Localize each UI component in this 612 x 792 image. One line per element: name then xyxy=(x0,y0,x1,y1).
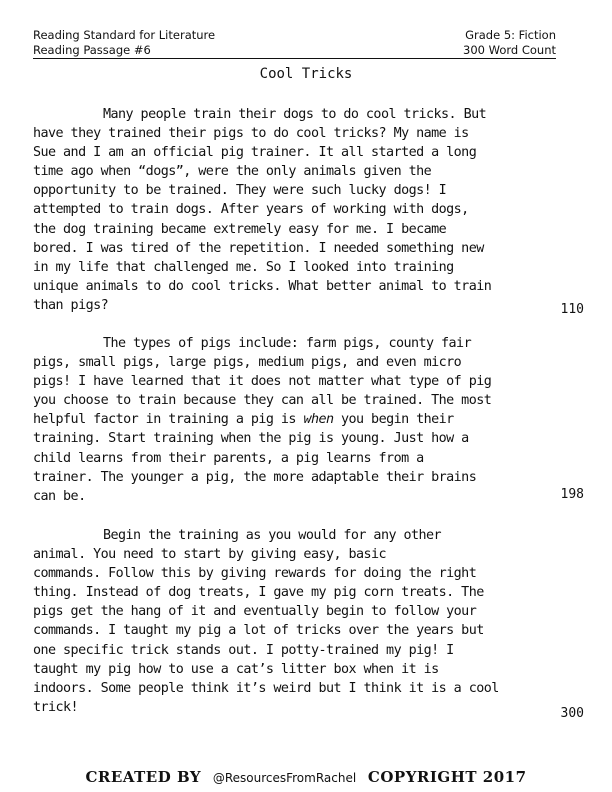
paragraph-line: training. Start training when the pig is young. Just how a xyxy=(33,431,469,447)
paragraph-line: animal. You need to start by giving easy, basic xyxy=(33,547,387,563)
word-count-marker-3: 300 xyxy=(560,706,584,721)
paragraph-line: you choose to train because they can all be trained. The most xyxy=(33,393,492,409)
word-count-marker-2: 198 xyxy=(560,487,584,502)
word-count-marker-1: 110 xyxy=(560,302,584,317)
paragraph-line: pigs get the hang of it and eventually begin to follow your xyxy=(33,604,477,620)
paragraph-line: indoors. Some people think it’s weird but I think it is a cool xyxy=(33,680,499,696)
passage-title: Cool Tricks xyxy=(259,66,353,82)
paragraph-line-emphasis: helpful factor in training a pig is when you begin their xyxy=(33,412,454,428)
paragraph-line: attempted to train dogs. After years of working with dogs, xyxy=(33,202,469,218)
paragraph-line: Sue and I am an official pig trainer. It all started a long xyxy=(33,145,477,161)
paragraph-line: have they trained their pigs to do cool tricks? My name is xyxy=(33,126,469,142)
header-row-bottom xyxy=(33,43,556,59)
paragraph-line: the dog training became extremely easy for me. I became xyxy=(33,221,447,237)
paragraph-line: in my life that challenged me. So I looked into training xyxy=(33,259,454,275)
paragraph-line: unique animals to do cool tricks. What better animal to train xyxy=(33,278,492,294)
paragraph-line: pigs, small pigs, large pigs, medium pigs, and even micro xyxy=(33,355,462,371)
paragraph-line: time ago when “dogs”, were the only animals given the xyxy=(33,164,432,180)
paragraph-line: one specific trick stands out. I potty-trained my pig! I xyxy=(33,642,454,658)
emphasis-when: when xyxy=(303,412,334,428)
author-handle: @ResourcesFromRachel xyxy=(212,771,357,785)
paragraph-line: can be. xyxy=(33,488,86,504)
passage-label: Reading Passage #6 xyxy=(33,43,151,57)
paragraph-line: trainer. The younger a pig, the more adaptable their brains xyxy=(33,469,477,485)
paragraph-line: commands. Follow this by giving rewards for doing the right xyxy=(33,566,477,582)
paragraph-line: than pigs? xyxy=(33,297,109,313)
paragraph-1 xyxy=(33,105,553,315)
paragraph-line: trick! xyxy=(33,699,79,715)
paragraph-line: Many people train their dogs to do cool tricks. But xyxy=(103,107,487,122)
grade-label: Grade 5: Fiction xyxy=(465,28,556,42)
paragraph-3 xyxy=(33,526,553,717)
paragraph-line: taught my pig how to use a cat’s litter box when it is xyxy=(33,661,439,677)
copyright-label: COPYRIGHT 2017 xyxy=(367,768,527,786)
paragraph-line: commands. I taught my pig a lot of tricks over the years but xyxy=(33,623,484,639)
paragraph-line: The types of pigs include: farm pigs, county fair xyxy=(103,336,472,351)
standard-label: Reading Standard for Literature xyxy=(33,28,216,42)
paragraph-line: child learns from their parents, a pig learns from a xyxy=(33,450,424,466)
paragraph-line: opportunity to be trained. They were such lucky dogs! I xyxy=(33,183,447,199)
paragraph-line: bored. I was tired of the repetition. I needed something new xyxy=(33,240,484,256)
paragraph-2 xyxy=(33,334,553,506)
paragraph-line: pigs! I have learned that it does not matter what type of pig xyxy=(33,374,492,390)
paragraph-line: Begin the training as you would for any other xyxy=(103,528,442,543)
page-footer xyxy=(0,768,612,786)
paragraph-line: thing. Instead of dog treats, I gave my pig corn treats. The xyxy=(33,585,484,601)
created-by-label: CREATED BY xyxy=(85,768,202,786)
word-count-label: 300 Word Count xyxy=(463,43,556,57)
header-row-top xyxy=(33,28,556,43)
page-header xyxy=(33,28,556,59)
